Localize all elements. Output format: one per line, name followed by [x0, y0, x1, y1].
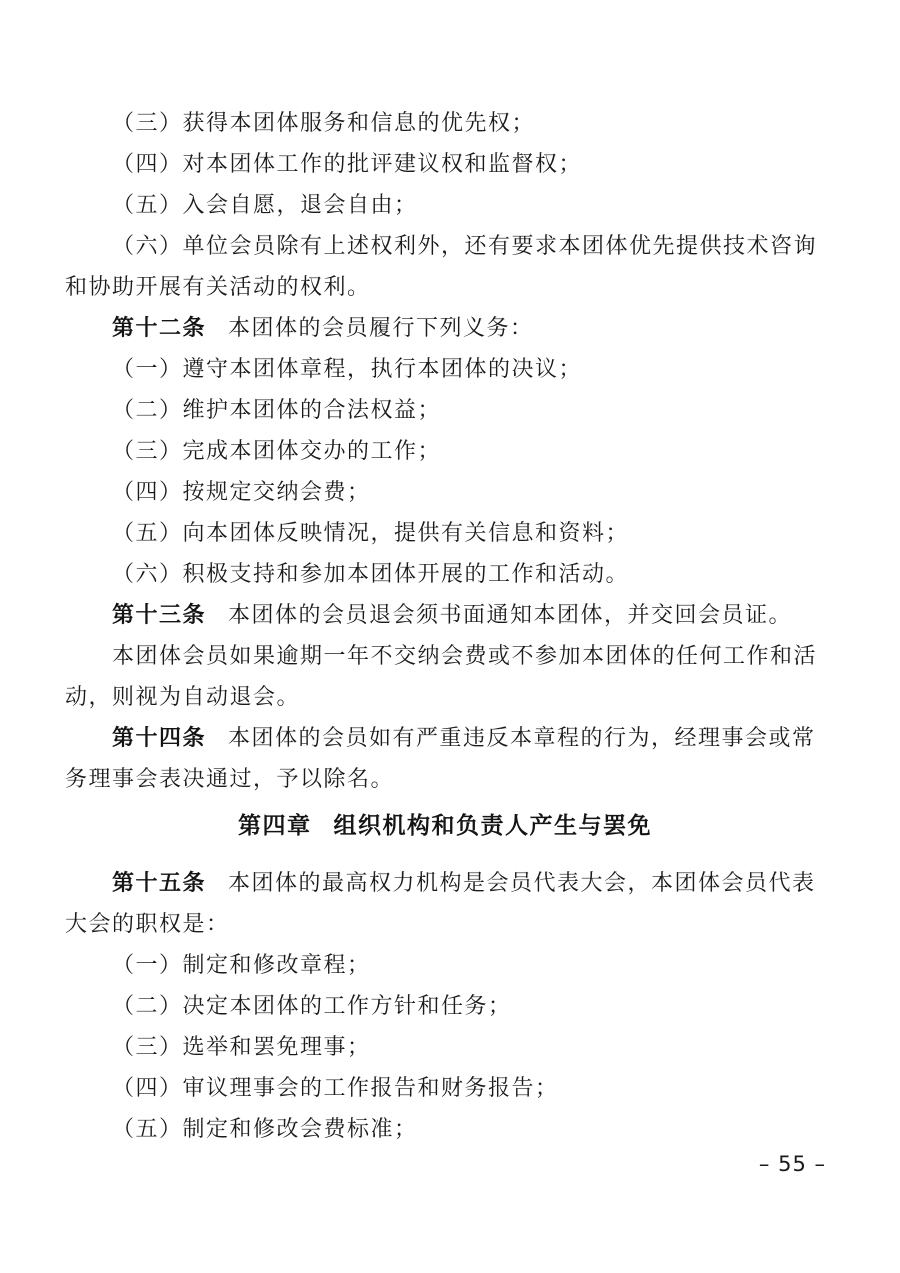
list-item-line: （三）获得本团体服务和信息的优先权；	[112, 111, 536, 136]
article-line	[65, 863, 825, 904]
list-item-line: （五）向本团体反映情况，提供有关信息和资料；	[112, 521, 630, 546]
document-body	[65, 103, 825, 1150]
list-item-line: （一）制定和修改章程；	[112, 953, 371, 978]
page-number: – 55 –	[758, 1152, 826, 1176]
continuation-line: 和协助开展有关活动的权利。	[65, 275, 371, 300]
list-item-line: （四）审议理事会的工作报告和财务报告；	[112, 1076, 559, 1101]
list-item-line: （一）遵守本团体章程，执行本团体的决议；	[112, 357, 583, 382]
article-text: 本团体的会员退会须书面通知本团体，并交回会员证。	[228, 603, 793, 628]
continuation-line: 务理事会表决通过，予以除名。	[65, 767, 395, 792]
list-item-line: （六）积极支持和参加本团体开展的工作和活动。	[112, 562, 630, 587]
list-item-line: （三）选举和罢免理事；	[112, 1035, 371, 1060]
article-number: 第十三条	[112, 603, 207, 628]
article-line	[65, 308, 825, 349]
article-number: 第十五条	[112, 871, 207, 896]
article-text: 本团体的最高权力机构是会员代表大会，本团体会员代表	[228, 871, 816, 896]
article-line	[65, 718, 825, 759]
article-text: 本团体的会员履行下列义务：	[228, 316, 534, 341]
list-item-line: （二）维护本团体的合法权益；	[112, 398, 442, 423]
list-item-line: （二）决定本团体的工作方针和任务；	[112, 994, 512, 1019]
list-item-line: （五）入会自愿，退会自由；	[112, 193, 418, 218]
article-number: 第十二条	[112, 316, 207, 341]
article-line	[65, 595, 825, 636]
chapter-number: 第四章	[238, 813, 312, 839]
chapter-title: 组织机构和负责人产生与罢免	[333, 813, 652, 839]
chapter-heading	[65, 806, 825, 847]
paragraph-line: 本团体会员如果逾期一年不交纳会费或不参加本团体的任何工作和活	[112, 644, 818, 669]
article-text: 本团体的会员如有严重违反本章程的行为，经理事会或常	[228, 726, 816, 751]
list-item-line: （三）完成本团体交办的工作；	[112, 439, 442, 464]
list-item-line: （五）制定和修改会费标准；	[112, 1117, 418, 1142]
continuation-line: 大会的职权是：	[65, 912, 230, 937]
list-item-line: （四）按规定交纳会费；	[112, 480, 371, 505]
list-item-line: （四）对本团体工作的批评建议权和监督权；	[112, 152, 583, 177]
article-number: 第十四条	[112, 726, 207, 751]
list-item-line: （六）单位会员除有上述权利外，还有要求本团体优先提供技术咨询	[112, 234, 818, 259]
continuation-line: 动，则视为自动退会。	[65, 685, 301, 710]
